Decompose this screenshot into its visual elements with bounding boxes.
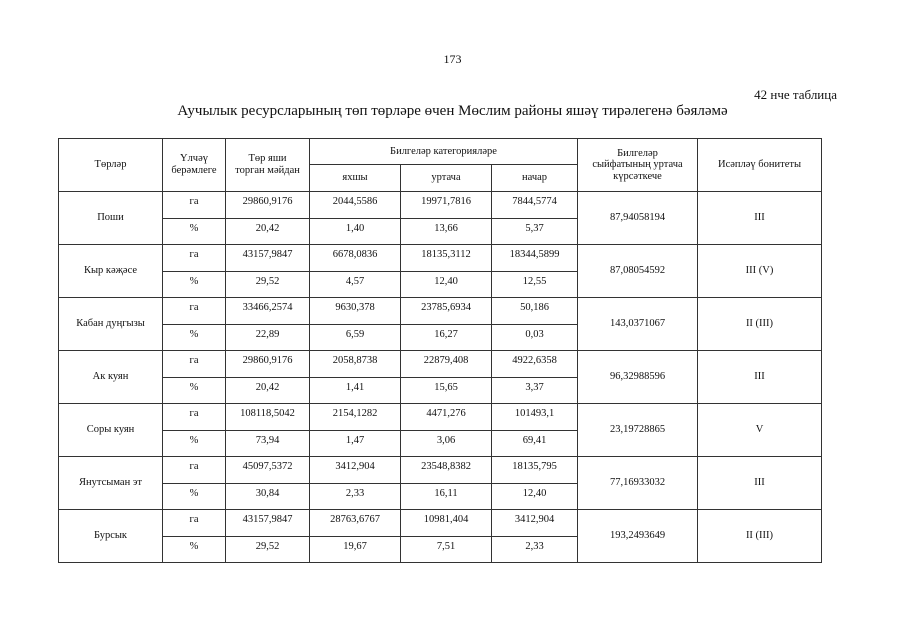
table-label: 42 нче таблица bbox=[754, 87, 837, 102]
medium-cell: 22879,408 bbox=[401, 351, 492, 378]
bonitet-cell: III bbox=[698, 351, 822, 404]
good-cell: 2154,1282 bbox=[310, 404, 401, 431]
bonitet-cell: III bbox=[698, 192, 822, 245]
good-cell: 1,41 bbox=[310, 377, 401, 404]
bonitet-cell: V bbox=[698, 404, 822, 457]
good-cell: 2044,5586 bbox=[310, 192, 401, 219]
poor-cell: 50,186 bbox=[492, 298, 578, 325]
header-average bbox=[578, 139, 698, 192]
good-cell: 6,59 bbox=[310, 324, 401, 351]
area-cell: 29860,9176 bbox=[226, 351, 310, 378]
header-unit-line1: Үлчәү bbox=[179, 153, 208, 165]
header-area-line1: Төр яши bbox=[248, 153, 287, 165]
area-cell: 45097,5372 bbox=[226, 457, 310, 484]
header-area bbox=[226, 139, 310, 192]
bonitet-cell: III bbox=[698, 457, 822, 510]
medium-cell: 16,11 bbox=[401, 483, 492, 510]
average-cell: 87,94058194 bbox=[578, 192, 698, 245]
good-cell: 1,40 bbox=[310, 218, 401, 245]
medium-cell: 4471,276 bbox=[401, 404, 492, 431]
bonitet-cell: II (III) bbox=[698, 510, 822, 563]
unit-cell: % bbox=[163, 430, 226, 457]
area-cell: 29,52 bbox=[226, 536, 310, 563]
table-row bbox=[59, 404, 822, 431]
unit-cell: % bbox=[163, 536, 226, 563]
bonitet-cell: II (III) bbox=[698, 298, 822, 351]
average-cell: 143,0371067 bbox=[578, 298, 698, 351]
species-name: Бурсык bbox=[59, 510, 163, 563]
area-cell: 73,94 bbox=[226, 430, 310, 457]
area-cell: 29860,9176 bbox=[226, 192, 310, 219]
poor-cell: 69,41 bbox=[492, 430, 578, 457]
good-cell: 4,57 bbox=[310, 271, 401, 298]
evaluation-table bbox=[58, 138, 822, 563]
medium-cell: 3,06 bbox=[401, 430, 492, 457]
medium-cell: 7,51 bbox=[401, 536, 492, 563]
unit-cell: га bbox=[163, 457, 226, 484]
good-cell: 28763,6767 bbox=[310, 510, 401, 537]
good-cell: 9630,378 bbox=[310, 298, 401, 325]
table-row bbox=[59, 298, 822, 325]
unit-cell: % bbox=[163, 483, 226, 510]
unit-cell: % bbox=[163, 271, 226, 298]
species-name: Ак куян bbox=[59, 351, 163, 404]
unit-cell: га bbox=[163, 404, 226, 431]
area-cell: 30,84 bbox=[226, 483, 310, 510]
species-name: Янутсыман эт bbox=[59, 457, 163, 510]
medium-cell: 23548,8382 bbox=[401, 457, 492, 484]
unit-cell: га bbox=[163, 351, 226, 378]
poor-cell: 2,33 bbox=[492, 536, 578, 563]
area-cell: 20,42 bbox=[226, 218, 310, 245]
area-cell: 43157,9847 bbox=[226, 510, 310, 537]
area-cell: 33466,2574 bbox=[226, 298, 310, 325]
area-cell: 108118,5042 bbox=[226, 404, 310, 431]
header-unit bbox=[163, 139, 226, 192]
good-cell: 19,67 bbox=[310, 536, 401, 563]
average-cell: 23,19728865 bbox=[578, 404, 698, 457]
good-cell: 1,47 bbox=[310, 430, 401, 457]
poor-cell: 7844,5774 bbox=[492, 192, 578, 219]
header-good: яхшы bbox=[310, 165, 401, 192]
unit-cell: га bbox=[163, 510, 226, 537]
header-average-line1: Билгеләр bbox=[617, 147, 658, 159]
medium-cell: 18135,3112 bbox=[401, 245, 492, 272]
header-average-line3: күрсәткече bbox=[613, 170, 662, 182]
average-cell: 193,2493649 bbox=[578, 510, 698, 563]
area-cell: 20,42 bbox=[226, 377, 310, 404]
species-name: Кыр кәҗәсе bbox=[59, 245, 163, 298]
unit-cell: га bbox=[163, 298, 226, 325]
header-bonitet: Исәпләү бонитеты bbox=[698, 139, 822, 192]
good-cell: 6678,0836 bbox=[310, 245, 401, 272]
header-unit-line2: берәмлеге bbox=[171, 165, 217, 176]
species-name: Поши bbox=[59, 192, 163, 245]
poor-cell: 18135,795 bbox=[492, 457, 578, 484]
unit-cell: га bbox=[163, 245, 226, 272]
area-cell: 29,52 bbox=[226, 271, 310, 298]
header-poor: начар bbox=[492, 165, 578, 192]
table-row bbox=[59, 245, 822, 272]
poor-cell: 0,03 bbox=[492, 324, 578, 351]
header-species: Төрләр bbox=[59, 139, 163, 192]
poor-cell: 18344,5899 bbox=[492, 245, 578, 272]
poor-cell: 5,37 bbox=[492, 218, 578, 245]
medium-cell: 12,40 bbox=[401, 271, 492, 298]
poor-cell: 12,40 bbox=[492, 483, 578, 510]
table-row bbox=[59, 457, 822, 484]
table-row bbox=[59, 192, 822, 219]
area-cell: 43157,9847 bbox=[226, 245, 310, 272]
medium-cell: 13,66 bbox=[401, 218, 492, 245]
header-average-line2: сыйфатының уртача bbox=[592, 159, 683, 171]
table-row bbox=[59, 510, 822, 537]
poor-cell: 101493,1 bbox=[492, 404, 578, 431]
medium-cell: 16,27 bbox=[401, 324, 492, 351]
unit-cell: % bbox=[163, 218, 226, 245]
poor-cell: 3412,904 bbox=[492, 510, 578, 537]
poor-cell: 4922,6358 bbox=[492, 351, 578, 378]
header-area-line2: торган мәйдан bbox=[235, 165, 300, 176]
bonitet-cell: III (V) bbox=[698, 245, 822, 298]
average-cell: 87,08054592 bbox=[578, 245, 698, 298]
header-medium: уртача bbox=[401, 165, 492, 192]
species-name: Соры куян bbox=[59, 404, 163, 457]
unit-cell: % bbox=[163, 377, 226, 404]
poor-cell: 12,55 bbox=[492, 271, 578, 298]
medium-cell: 19971,7816 bbox=[401, 192, 492, 219]
good-cell: 2,33 bbox=[310, 483, 401, 510]
unit-cell: % bbox=[163, 324, 226, 351]
medium-cell: 23785,6934 bbox=[401, 298, 492, 325]
medium-cell: 10981,404 bbox=[401, 510, 492, 537]
area-cell: 22,89 bbox=[226, 324, 310, 351]
unit-cell: га bbox=[163, 192, 226, 219]
average-cell: 77,16933032 bbox=[578, 457, 698, 510]
good-cell: 3412,904 bbox=[310, 457, 401, 484]
document-title: Аучылык ресурсларының төп төрләре өчен Мөслим районы яшәү тирәлегенә бәяләмә bbox=[177, 103, 728, 119]
average-cell: 96,32988596 bbox=[578, 351, 698, 404]
species-name: Кабан дуңгызы bbox=[59, 298, 163, 351]
good-cell: 2058,8738 bbox=[310, 351, 401, 378]
poor-cell: 3,37 bbox=[492, 377, 578, 404]
page-number: 173 bbox=[443, 52, 462, 66]
table-row bbox=[59, 351, 822, 378]
header-categories: Билгеләр категорияләре bbox=[310, 139, 578, 165]
medium-cell: 15,65 bbox=[401, 377, 492, 404]
